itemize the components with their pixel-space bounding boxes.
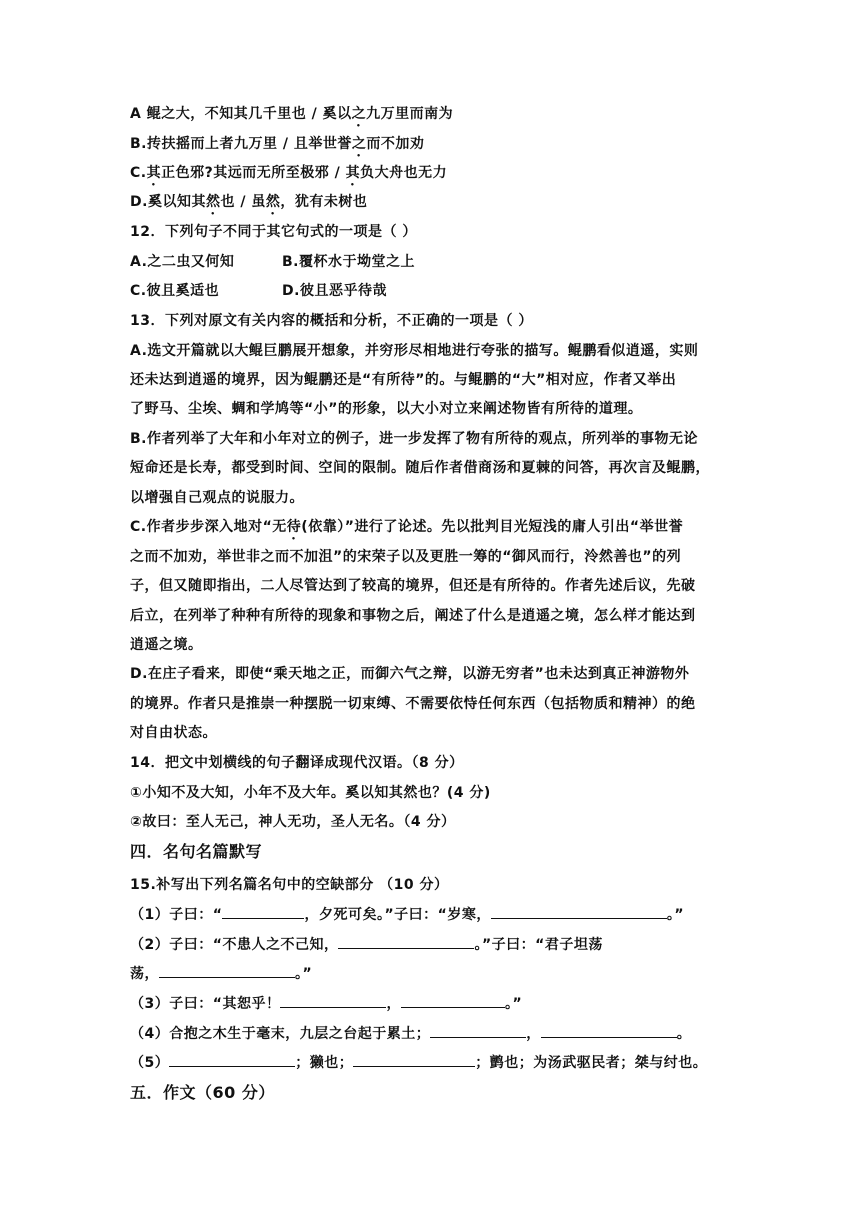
q15-item-2: （2）子曰：“不患人之不己知， 。”子曰：“君子坦荡 bbox=[130, 934, 603, 955]
answer-blank[interactable] bbox=[491, 904, 667, 919]
section-4-heading: 四．名句名篇默写 bbox=[130, 842, 263, 861]
q15-item-2-cont: 荡， 。” bbox=[130, 963, 312, 984]
q15-stem: 15.补写出下列名篇名句中的空缺部分 （10 分） bbox=[130, 877, 449, 893]
q13-option-d-line: D.在庄子看来，即使“乘天地之正，而御六气之辩，以游无穷者”也未达到真正神游物外 bbox=[130, 666, 690, 682]
answer-blank[interactable] bbox=[159, 963, 295, 978]
answer-blank[interactable] bbox=[541, 1023, 677, 1038]
q13-option-d-line: 对自由状态。 bbox=[130, 725, 217, 741]
q12-stem: 12．下列句子不同于其它句式的一项是（ ） bbox=[130, 224, 417, 240]
q12-option-d: D.彼且恶乎待哉 bbox=[282, 283, 387, 299]
section-5-heading: 五．作文（60 分） bbox=[130, 1083, 275, 1102]
q11-option-c: C.其正色邪?其远而无所至极邪 / 其负大舟也无力 bbox=[130, 165, 448, 181]
q11-option-a: A 鲲之大，不知其几千里也 / 奚以之九万里而南为 bbox=[130, 106, 454, 122]
q14-sentence-1: ①小知不及大知，小年不及大年。奚以知其然也？(4 分) bbox=[130, 785, 491, 801]
q14-sentence-2: ②故曰：至人无己，神人无功，圣人无名。（4 分） bbox=[130, 814, 456, 830]
answer-blank[interactable] bbox=[338, 934, 474, 949]
answer-blank[interactable] bbox=[280, 993, 386, 1008]
q13-option-c-line: 之而不加劝，举世非之而不加沮”的宋荣子以及更胜一筹的“御风而行，泠然善也”的列 bbox=[130, 549, 682, 565]
answer-blank[interactable] bbox=[430, 1023, 526, 1038]
q13-option-b-line: 以增强自己观点的说服力。 bbox=[130, 490, 304, 506]
q13-option-b-line: B.作者列举了大年和小年对立的例子，进一步发挥了物有所待的观点，所列举的事物无论 bbox=[130, 431, 698, 447]
answer-blank[interactable] bbox=[353, 1052, 475, 1067]
q13-option-a-line: 了野马、尘埃、蜩和学鸠等“小”的形象，以大小对立来阐述物皆有所待的道理。 bbox=[130, 401, 643, 417]
q13-option-b-line: 短命还是长寿，都受到时间、空间的限制。随后作者借商汤和夏棘的问答，再次言及鲲鹏， bbox=[130, 460, 710, 476]
q12-option-b: B.覆杯水于坳堂之上 bbox=[282, 254, 415, 270]
q13-stem: 13．下列对原文有关内容的概括和分析，不正确的一项是（ ） bbox=[130, 313, 533, 329]
answer-blank[interactable] bbox=[169, 1052, 295, 1067]
q11-option-b: B.抟扶摇而上者九万里 / 且举世誉之而不加劝 bbox=[130, 136, 425, 152]
answer-blank[interactable] bbox=[222, 904, 304, 919]
q13-option-c-line: 逍遥之境。 bbox=[130, 637, 203, 653]
q13-option-a-line: 还未达到逍遥的境界，因为鲲鹏还是“有所待”的。与鲲鹏的“大”相对应，作者又举出 bbox=[130, 372, 677, 388]
q11-option-d: D.奚以知其然也 / 虽然，犹有未树也 bbox=[130, 194, 368, 210]
q13-option-c-line: 子，但又随即指出，二人尽管达到了较高的境界，但还是有所待的。作者先述后议，先破 bbox=[130, 578, 696, 594]
q15-item-5: （5） ；獭也； ；鹯也；为汤武驱民者；桀与纣也。 bbox=[130, 1052, 707, 1073]
q15-item-3: （3）子曰：“其恕乎！ ， 。” bbox=[130, 993, 522, 1014]
q13-option-c-line: 后立，在列举了种种有所待的现象和事物之后，阐述了什么是逍遥之境，怎么样才能达到 bbox=[130, 608, 696, 624]
q15-item-4: （4）合抱之木生于毫末，九层之台起于累土； ， 。 bbox=[130, 1023, 691, 1044]
q14-stem: 14．把文中划横线的句子翻译成现代汉语。（8 分） bbox=[130, 755, 464, 771]
q12-option-c: C.彼且奚适也 bbox=[130, 283, 220, 299]
q13-option-a-line: A.选文开篇就以大鲲巨鹏展开想象，并穷形尽相地进行夸张的描写。鲲鹏看似逍遥，实则 bbox=[130, 343, 699, 359]
answer-blank[interactable] bbox=[401, 993, 505, 1008]
q13-option-d-line: 的境界。作者只是推崇一种摆脱一切束缚、不需要依恃任何东西（包括物质和精神）的绝 bbox=[130, 696, 696, 712]
q12-option-a: A.之二虫又何知 bbox=[130, 254, 235, 270]
q13-option-c-line: C.作者步步深入地对“无待(依靠）”进行了论述。先以批判目光短浅的庸人引出“举世誉 bbox=[130, 519, 684, 535]
q15-item-1: （1）子曰：“ ，夕死可矣。”子曰：“岁寒， 。” bbox=[130, 904, 684, 925]
